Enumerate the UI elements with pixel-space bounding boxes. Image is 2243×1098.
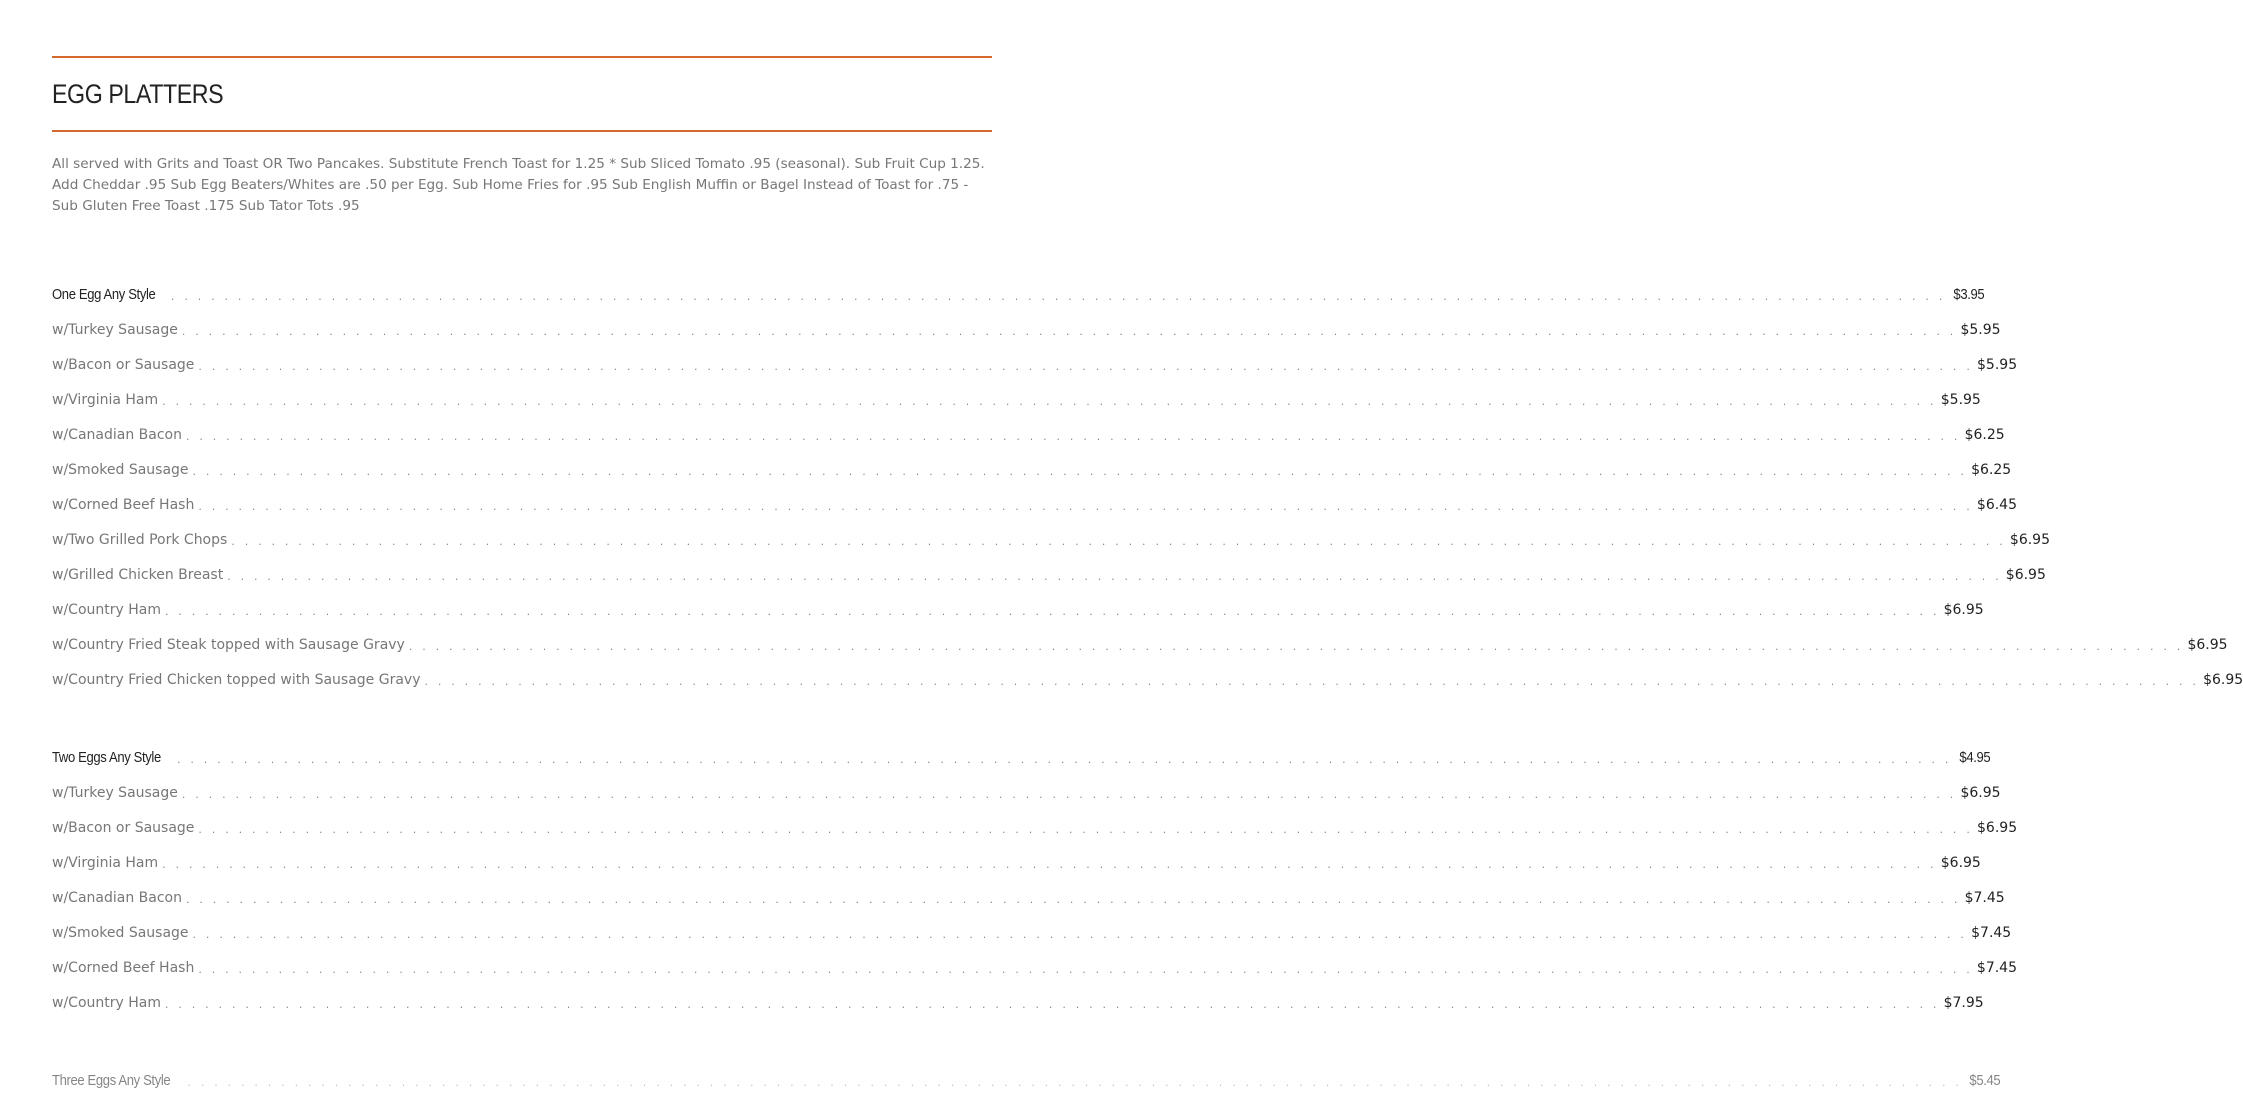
menu-group-one-egg xyxy=(52,277,2243,697)
dot-leader: . . . . . . . . . . . . . . . . . . . . . . . . . . . . . . . . . . . . . . . . . . . . . . . . . . . . . . . . . . . . . . . . . . . . . . . . . . . . . . . . . . . . . . . . . . . . . . . . . . . . . . . . . . . . . . . . . . . . . . . . . . . . . . . . . . . . . xyxy=(187,1075,1963,1089)
menu-group-title: One Egg Any Style xyxy=(52,287,159,303)
menu-item-price: $6.45 xyxy=(1973,497,2017,513)
menu-item xyxy=(52,347,2018,382)
dot-leader: . . . . . . . . . . . . . . . . . . . . . . . . . . . . . . . . . . . . . . . . . . . . . . . . . . . . . . . . . . . . . . . . . . . . . . . . . . . . . . . . . . . . . . . . . . . . . . . . . . . . . . . . . . . . . . . . . . . . . . . . . . . . . . . . . . . . . xyxy=(192,927,1968,941)
menu-group-heading xyxy=(52,740,1990,775)
menu-item-name: w/Bacon or Sausage xyxy=(52,820,198,836)
section-description: All served with Grits and Toast OR Two Pancakes. Substitute French Toast for 1.25 * Sub Sliced Tomato .95 (seasonal). Sub Fruit Cup 1.25. Add Cheddar .95 Sub Egg Beaters/Whites are .50 per Egg. Sub Home Fries for .95 Sub English Muffin or Bagel Instead of Toast for .75 - Sub Gluten Free Toast .175 Sub Tator Tots .95 xyxy=(52,156,985,214)
dot-leader: . . . . . . . . . . . . . . . . . . . . . . . . . . . . . . . . . . . . . . . . . . . . . . . . . . . . . . . . . . . . . . . . . . . . . . . . . . . . . . . . . . . . . . . . . . . . . . . . . . . . . . . . . . . . . . . . . . . . . . . . . . . . . . . . . . . . . xyxy=(185,429,1961,443)
menu-item xyxy=(52,522,2050,557)
menu-item-name: w/Canadian Bacon xyxy=(52,427,186,443)
dot-leader: . . . . . . . . . . . . . . . . . . . . . . . . . . . . . . . . . . . . . . . . . . . . . . . . . . . . . . . . . . . . . . . . . . . . . . . . . . . . . . . . . . . . . . . . . . . . . . . . . . . . . . . . . . . . . . . . . . . . . . . . . . . . . . . . . . . . . xyxy=(231,534,2006,548)
menu-item-price: $6.95 xyxy=(1956,785,2000,801)
menu-item-name: w/Country Fried Steak topped with Sausage Gravy xyxy=(52,637,409,653)
menu-group-title: Two Eggs Any Style xyxy=(52,750,164,766)
menu-item-name: w/Corned Beef Hash xyxy=(52,497,198,513)
menu-item xyxy=(52,810,2018,845)
menu-item-price: $6.25 xyxy=(1961,427,2005,443)
menu-item-price: $5.95 xyxy=(1956,322,2000,338)
menu-item-name: w/Smoked Sausage xyxy=(52,925,193,941)
menu-item-price: $6.95 xyxy=(2199,672,2243,688)
dot-leader: . . . . . . . . . . . . . . . . . . . . . . . . . . . . . . . . . . . . . . . . . . . . . . . . . . . . . . . . . . . . . . . . . . . . . . . . . . . . . . . . . . . . . . . . . . . . . . . . . . . . . . . . . . . . . . . . . . . . . . . . . . . . . . . . . . . . . xyxy=(181,324,1957,338)
dot-leader: . . . . . . . . . . . . . . . . . . . . . . . . . . . . . . . . . . . . . . . . . . . . . . . . . . . . . . . . . . . . . . . . . . . . . . . . . . . . . . . . . . . . . . . . . . . . . . . . . . . . . . . . . . . . . . . . . . . . . . . . . . . . . . . . . . . . . xyxy=(198,962,1973,976)
menu-item xyxy=(52,382,1981,417)
dot-leader: . . . . . . . . . . . . . . . . . . . . . . . . . . . . . . . . . . . . . . . . . . . . . . . . . . . . . . . . . . . . . . . . . . . . . . . . . . . . . . . . . . . . . . . . . . . . . . . . . . . . . . . . . . . . . . . . . . . . . . . . . . . . . . . . . . . . . xyxy=(176,752,1952,766)
menu-item xyxy=(52,487,2018,522)
dot-leader: . . . . . . . . . . . . . . . . . . . . . . . . . . . . . . . . . . . . . . . . . . . . . . . . . . . . . . . . . . . . . . . . . . . . . . . . . . . . . . . . . . . . . . . . . . . . . . . . . . . . . . . . . . . . . . . . . . . . . . . . . . . . . . . . . . . . . xyxy=(198,499,1973,513)
menu-item-name: w/Country Ham xyxy=(52,995,165,1011)
dot-leader: . . . . . . . . . . . . . . . . . . . . . . . . . . . . . . . . . . . . . . . . . . . . . . . . . . . . . . . . . . . . . . . . . . . . . . . . . . . . . . . . . . . . . . . . . . . . . . . . . . . . . . . . . . . . . . . . . . . . . . . . . . . . . . . . . . . . . xyxy=(164,997,1940,1011)
menu-group-three-eggs xyxy=(52,1063,2001,1098)
menu-item-price: $6.95 xyxy=(1940,602,1984,618)
menu-item xyxy=(52,627,2228,662)
menu-item-name: w/Turkey Sausage xyxy=(52,322,182,338)
menu-item-price: $6.95 xyxy=(1973,820,2017,836)
menu-item xyxy=(52,775,2001,810)
dot-leader: . . . . . . . . . . . . . . . . . . . . . . . . . . . . . . . . . . . . . . . . . . . . . . . . . . . . . . . . . . . . . . . . . . . . . . . . . . . . . . . . . . . . . . . . . . . . . . . . . . . . . . . . . . . . . . . . . . . . . . . . . . . . . . . . . . . . . xyxy=(198,822,1974,836)
menu-item-price: $7.45 xyxy=(1967,925,2011,941)
dot-leader: . . . . . . . . . . . . . . . . . . . . . . . . . . . . . . . . . . . . . . . . . . . . . . . . . . . . . . . . . . . . . . . . . . . . . . . . . . . . . . . . . . . . . . . . . . . . . . . . . . . . . . . . . . . . . . . . . . . . . . . . . . . . . . . . . . . . . xyxy=(162,857,1937,871)
menu-item xyxy=(52,417,2005,452)
menu-item-name: w/Smoked Sausage xyxy=(52,462,193,478)
menu-item-price: $5.95 xyxy=(1973,357,2017,373)
menu-group-price: $3.95 xyxy=(1949,287,1983,303)
dot-leader: . . . . . . . . . . . . . . . . . . . . . . . . . . . . . . . . . . . . . . . . . . . . . . . . . . . . . . . . . . . . . . . . . . . . . . . . . . . . . . . . . . . . . . . . . . . . . . . . . . . . . . . . . . . . . . . . . . . . . . . . . . . . . . . . . . . . . xyxy=(408,639,2184,653)
menu-item xyxy=(52,452,2012,487)
menu-item-price: $6.95 xyxy=(1937,855,1981,871)
menu-item xyxy=(52,915,2012,950)
menu-item-name: w/Country Fried Chicken topped with Sausage Gravy xyxy=(52,672,425,688)
menu-item-price: $6.95 xyxy=(2002,567,2046,583)
menu-item-price: $5.95 xyxy=(1937,392,1981,408)
dot-leader: . . . . . . . . . . . . . . . . . . . . . . . . . . . . . . . . . . . . . . . . . . . . . . . . . . . . . . . . . . . . . . . . . . . . . . . . . . . . . . . . . . . . . . . . . . . . . . . . . . . . . . . . . . . . . . . . . . . . . . . . . . . . . . . . . . . . . xyxy=(162,394,1937,408)
dot-leader: . . . . . . . . . . . . . . . . . . . . . . . . . . . . . . . . . . . . . . . . . . . . . . . . . . . . . . . . . . . . . . . . . . . . . . . . . . . . . . . . . . . . . . . . . . . . . . . . . . . . . . . . . . . . . . . . . . . . . . . . . . . . . . . . . . . . . xyxy=(424,674,2200,688)
menu-item-price: $7.45 xyxy=(1973,960,2017,976)
menu-item xyxy=(52,845,1981,880)
dot-leader: . . . . . . . . . . . . . . . . . . . . . . . . . . . . . . . . . . . . . . . . . . . . . . . . . . . . . . . . . . . . . . . . . . . . . . . . . . . . . . . . . . . . . . . . . . . . . . . . . . . . . . . . . . . . . . . . . . . . . . . . . . . . . . . . . . . . . xyxy=(227,569,2002,583)
dot-leader: . . . . . . . . . . . . . . . . . . . . . . . . . . . . . . . . . . . . . . . . . . . . . . . . . . . . . . . . . . . . . . . . . . . . . . . . . . . . . . . . . . . . . . . . . . . . . . . . . . . . . . . . . . . . . . . . . . . . . . . . . . . . . . . . . . . . . xyxy=(192,464,1968,478)
dot-leader: . . . . . . . . . . . . . . . . . . . . . . . . . . . . . . . . . . . . . . . . . . . . . . . . . . . . . . . . . . . . . . . . . . . . . . . . . . . . . . . . . . . . . . . . . . . . . . . . . . . . . . . . . . . . . . . . . . . . . . . . . . . . . . . . . . . . . xyxy=(170,289,1946,303)
menu-item-name: w/Virginia Ham xyxy=(52,855,162,871)
menu-item xyxy=(52,662,2243,697)
menu-item-name: w/Two Grilled Pork Chops xyxy=(52,532,231,548)
menu-group-price: $5.45 xyxy=(1966,1073,2000,1089)
title-divider xyxy=(52,130,992,132)
menu-item xyxy=(52,950,2018,985)
menu-item-name: w/Grilled Chicken Breast xyxy=(52,567,227,583)
menu-page xyxy=(52,0,2243,1098)
section-title: EGG PLATTERS xyxy=(52,79,224,109)
dot-leader: . . . . . . . . . . . . . . . . . . . . . . . . . . . . . . . . . . . . . . . . . . . . . . . . . . . . . . . . . . . . . . . . . . . . . . . . . . . . . . . . . . . . . . . . . . . . . . . . . . . . . . . . . . . . . . . . . . . . . . . . . . . . . . . . . . . . . xyxy=(198,359,1974,373)
menu-item-name: w/Canadian Bacon xyxy=(52,890,186,906)
menu-item xyxy=(52,985,1984,1020)
menu-item xyxy=(52,557,2046,592)
dot-leader: . . . . . . . . . . . . . . . . . . . . . . . . . . . . . . . . . . . . . . . . . . . . . . . . . . . . . . . . . . . . . . . . . . . . . . . . . . . . . . . . . . . . . . . . . . . . . . . . . . . . . . . . . . . . . . . . . . . . . . . . . . . . . . . . . . . . . xyxy=(185,892,1961,906)
menu-item-name: w/Corned Beef Hash xyxy=(52,960,198,976)
menu-item xyxy=(52,592,1984,627)
menu-item-price: $6.95 xyxy=(2006,532,2050,548)
menu-group-price: $4.95 xyxy=(1955,750,1989,766)
dot-leader: . . . . . . . . . . . . . . . . . . . . . . . . . . . . . . . . . . . . . . . . . . . . . . . . . . . . . . . . . . . . . . . . . . . . . . . . . . . . . . . . . . . . . . . . . . . . . . . . . . . . . . . . . . . . . . . . . . . . . . . . . . . . . . . . . . . . . xyxy=(164,604,1940,618)
menu-item-name: w/Country Ham xyxy=(52,602,165,618)
menu-item xyxy=(52,312,2001,347)
menu-item-name: w/Turkey Sausage xyxy=(52,785,182,801)
menu-item-price: $6.95 xyxy=(2183,637,2227,653)
menu-item xyxy=(52,880,2005,915)
menu-item-price: $6.25 xyxy=(1967,462,2011,478)
menu-item-price: $7.45 xyxy=(1961,890,2005,906)
menu-group-two-eggs xyxy=(52,740,2018,1020)
menu-item-name: w/Bacon or Sausage xyxy=(52,357,198,373)
dot-leader: . . . . . . . . . . . . . . . . . . . . . . . . . . . . . . . . . . . . . . . . . . . . . . . . . . . . . . . . . . . . . . . . . . . . . . . . . . . . . . . . . . . . . . . . . . . . . . . . . . . . . . . . . . . . . . . . . . . . . . . . . . . . . . . . . . . . . xyxy=(181,787,1957,801)
menu-group-heading xyxy=(52,1063,2001,1098)
menu-group-title: Three Eggs Any Style xyxy=(52,1073,174,1089)
menu-group-heading xyxy=(52,277,1984,312)
menu-item-name: w/Virginia Ham xyxy=(52,392,162,408)
menu-item-price: $7.95 xyxy=(1940,995,1984,1011)
